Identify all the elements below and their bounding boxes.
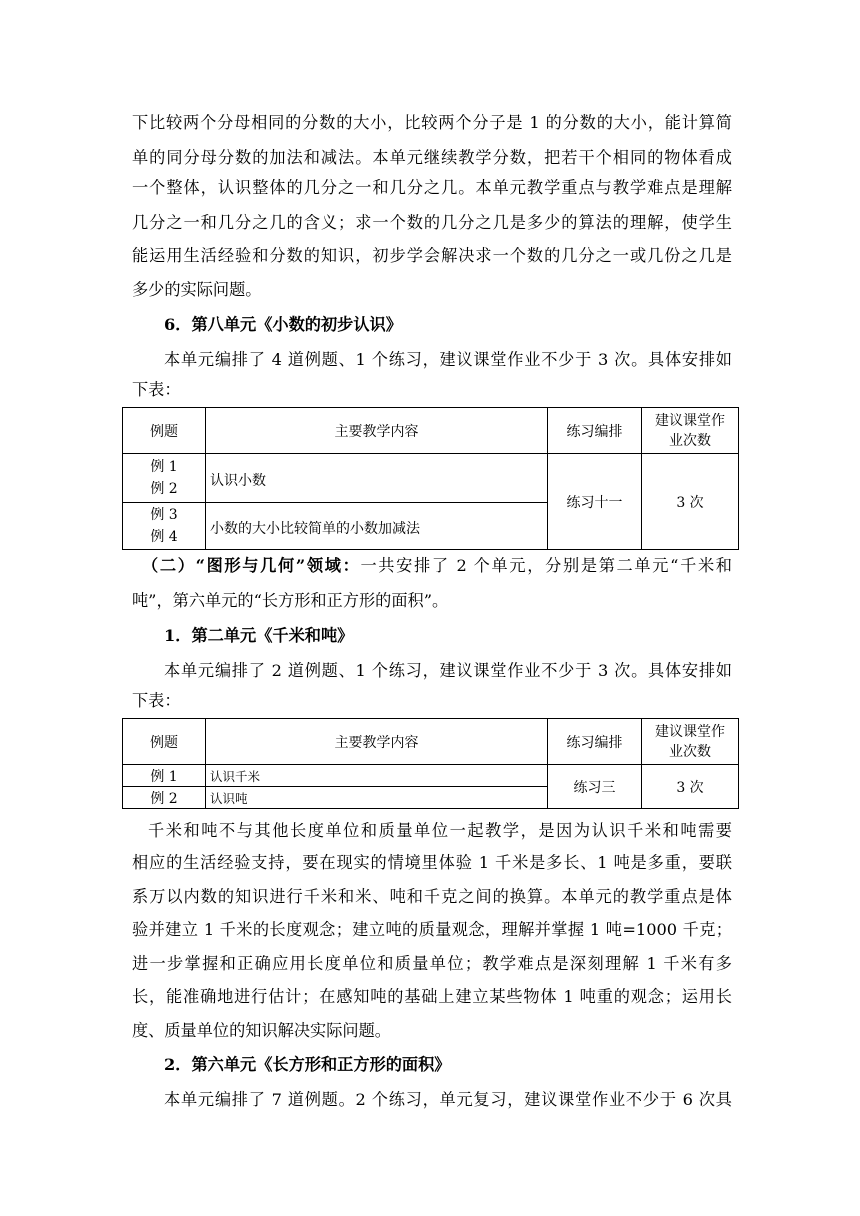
content-cell: 认识吨 (206, 787, 548, 809)
example-label: 例 1 (150, 459, 178, 475)
para2-line: 验并建立 1 千米的长度观念；建立吨的质量观念，理解并掌握 1 吨=1000 千克； (132, 920, 732, 939)
example-cell (123, 454, 206, 503)
table-row (123, 454, 739, 503)
para1-line: 一个整体，认识整体的几分之一和几分之几。本单元教学重点与教学难点是理解 (132, 178, 732, 197)
para2-line: 相应的生活经验支持，要在现实的情境里体验 1 千米是多长、1 吨是多重，要联 (132, 853, 732, 872)
example-cell: 例 2 (123, 787, 206, 809)
header-homework-line2: 业次数 (669, 432, 711, 449)
header-exercise: 练习编排 (548, 719, 642, 765)
para2-line: 系万以内数的知识进行千米和米、吨和千克之间的换算。本单元的教学重点是体 (132, 887, 732, 906)
table-unit2 (122, 718, 739, 809)
section2-line2: 吨”，第六单元的“长方形和正方形的面积”。 (132, 591, 449, 610)
header-exercise: 练习编排 (548, 408, 642, 454)
header-content: 主要教学内容 (206, 719, 548, 765)
heading-unit2: 1．第二单元《千米和吨》 (164, 626, 354, 645)
exercise-cell: 练习十一 (548, 454, 642, 550)
section2-text: 一共安排了 2 个单元，分别是第二单元“千米和 (360, 556, 732, 575)
header-homework-line2: 业次数 (669, 743, 711, 760)
unit8-intro-line: 下表： (132, 380, 181, 399)
exercise-cell: 练习三 (548, 765, 642, 809)
para2-line: 进一步掌握和正确应用长度单位和质量单位；教学难点是深刻理解 1 千米有多 (132, 954, 732, 973)
content-cell: 认识小数 (206, 454, 548, 503)
example-cell (123, 503, 206, 550)
para1-line: 能运用生活经验和分数的知识，初步学会解决求一个数的几分之一或几份之几是 (132, 246, 732, 265)
homework-cell: 3 次 (642, 454, 739, 550)
header-homework (642, 719, 739, 765)
header-homework (642, 408, 739, 454)
unit2-intro-line: 下表： (132, 691, 181, 710)
para2-line: 长，能准确地进行估计；在感知吨的基础上建立某些物体 1 吨重的观念；运用长 (132, 987, 732, 1006)
content-cell: 认识千米 (206, 765, 548, 787)
unit2-intro-line: 本单元编排了 2 道例题、1 个练习，建议课堂作业不少于 3 次。具体安排如 (164, 661, 732, 680)
unit6-intro-line: 本单元编排了 7 道例题。2 个练习，单元复习，建议课堂作业不少于 6 次具 (164, 1090, 732, 1109)
header-example: 例题 (123, 408, 206, 454)
example-label: 例 3 (150, 507, 178, 523)
section2-title: （二）“图形与几何”领域： (142, 556, 361, 575)
header-homework-line1: 建议课堂作 (655, 723, 725, 740)
para1-line: 下比较两个分母相同的分数的大小，比较两个分子是 1 的分数的大小，能计算简 (132, 113, 732, 132)
example-label: 例 4 (150, 529, 178, 545)
header-content: 主要教学内容 (206, 408, 548, 454)
para2-line: 度、质量单位的知识解决实际问题。 (132, 1021, 391, 1040)
heading-unit8: 6．第八单元《小数的初步认识》 (164, 315, 402, 334)
table-row (123, 765, 739, 787)
header-homework-line1: 建议课堂作 (655, 412, 725, 429)
para1-line: 单的同分母分数的加法和减法。本单元继续教学分数，把若干个相同的物体看成 (132, 148, 732, 167)
heading-unit6: 2．第六单元《长方形和正方形的面积》 (164, 1055, 451, 1074)
unit8-intro-line: 本单元编排了 4 道例题、1 个练习，建议课堂作业不少于 3 次。具体安排如 (164, 350, 732, 369)
table-unit8 (122, 407, 739, 550)
example-cell: 例 1 (123, 765, 206, 787)
table-header-row (123, 408, 739, 454)
para1-line: 多少的实际问题。 (132, 280, 262, 299)
homework-cell: 3 次 (642, 765, 739, 809)
header-example: 例题 (123, 719, 206, 765)
para2-line: 千米和吨不与其他长度单位和质量单位一起教学，是因为认识千米和吨需要 (148, 821, 732, 840)
table-header-row (123, 719, 739, 765)
content-cell: 小数的大小比较简单的小数加减法 (206, 503, 548, 550)
example-label: 例 2 (150, 481, 178, 497)
section2-line (142, 556, 732, 576)
para1-line: 几分之一和几分之几的含义；求一个数的几分之几是多少的算法的理解，使学生 (132, 213, 732, 232)
